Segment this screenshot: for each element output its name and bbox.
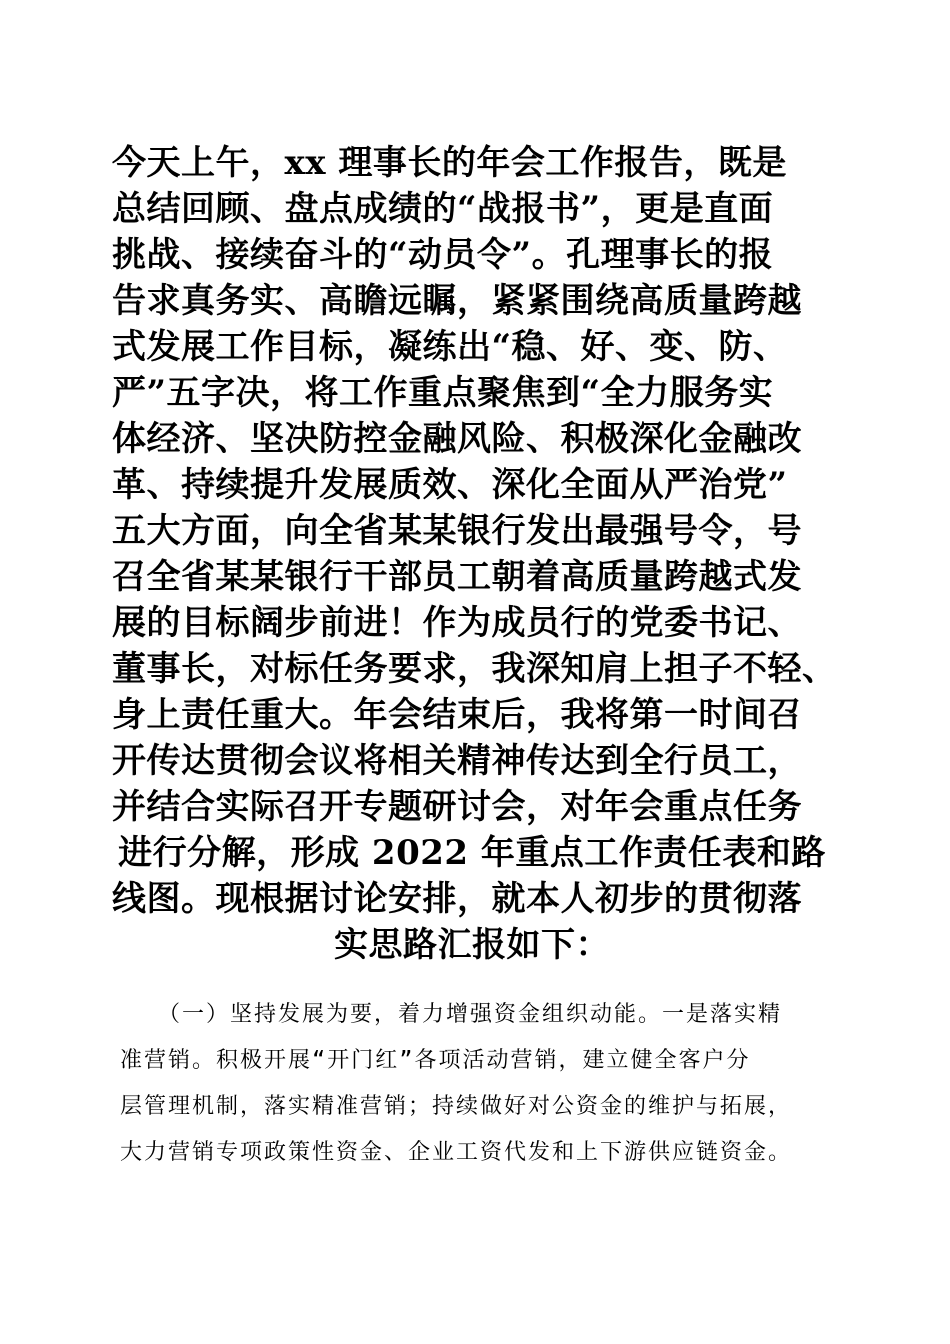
section-line: 层管理机制，落实精准营销；持续做好对公资金的维护与拓展，: [120, 1094, 793, 1119]
section-line: 大力营销专项政策性资金、企业工资代发和上下游供应链资金。: [120, 1140, 793, 1165]
intro-line: 并结合实际召开专题研讨会，对年会重点任务: [112, 787, 802, 827]
intro-line: 召全省某某银行干部员工朝着高质量跨越式发: [112, 557, 802, 597]
intro-line: 体经济、坚决防控金融风险、积极深化金融改: [112, 419, 802, 459]
intro-line: 革、持续提升发展质效、深化全面从严治党”: [112, 465, 788, 505]
intro-paragraph: [112, 140, 837, 968]
intro-line: 式发展工作目标，凝练出“稳、好、变、防、: [112, 327, 788, 367]
intro-line: 五大方面，向全省某某银行发出最强号令，号: [112, 511, 802, 551]
intro-line: 严”五字决，将工作重点聚焦到“全力服务实: [112, 373, 774, 413]
intro-line: 进行分解，形成 2022 年重点工作责任表和路: [118, 833, 826, 873]
intro-line: 今天上午，xx 理事长的年会工作报告，既是: [112, 143, 787, 183]
intro-line: 告求真务实、高瞻远瞩，紧紧围绕高质量跨越: [112, 281, 802, 321]
intro-line: 总结回顾、盘点成绩的“战报书”，更是直面: [112, 189, 774, 229]
intro-line: 展的目标阔步前进！作为成员行的党委书记、: [112, 603, 802, 643]
section-line: 准营销。积极开展“开门红”各项活动营销，建立健全客户分: [120, 1048, 751, 1073]
section-line: （一）坚持发展为要，着力增强资金组织动能。一是落实精: [158, 1002, 783, 1027]
section-one-paragraph: [120, 992, 850, 1176]
intro-line: 身上责任重大。年会结束后，我将第一时间召: [112, 695, 802, 735]
intro-line: 线图。现根据讨论安排，就本人初步的贯彻落: [112, 879, 802, 919]
intro-line: 开传达贯彻会议将相关精神传达到全行员工，: [112, 741, 802, 781]
intro-line: 挑战、接续奋斗的“动员令”。孔理事长的报: [112, 235, 774, 275]
intro-line-last: 实思路汇报如下：: [334, 925, 610, 965]
intro-line: 董事长，对标任务要求，我深知肩上担子不轻、: [112, 649, 837, 689]
